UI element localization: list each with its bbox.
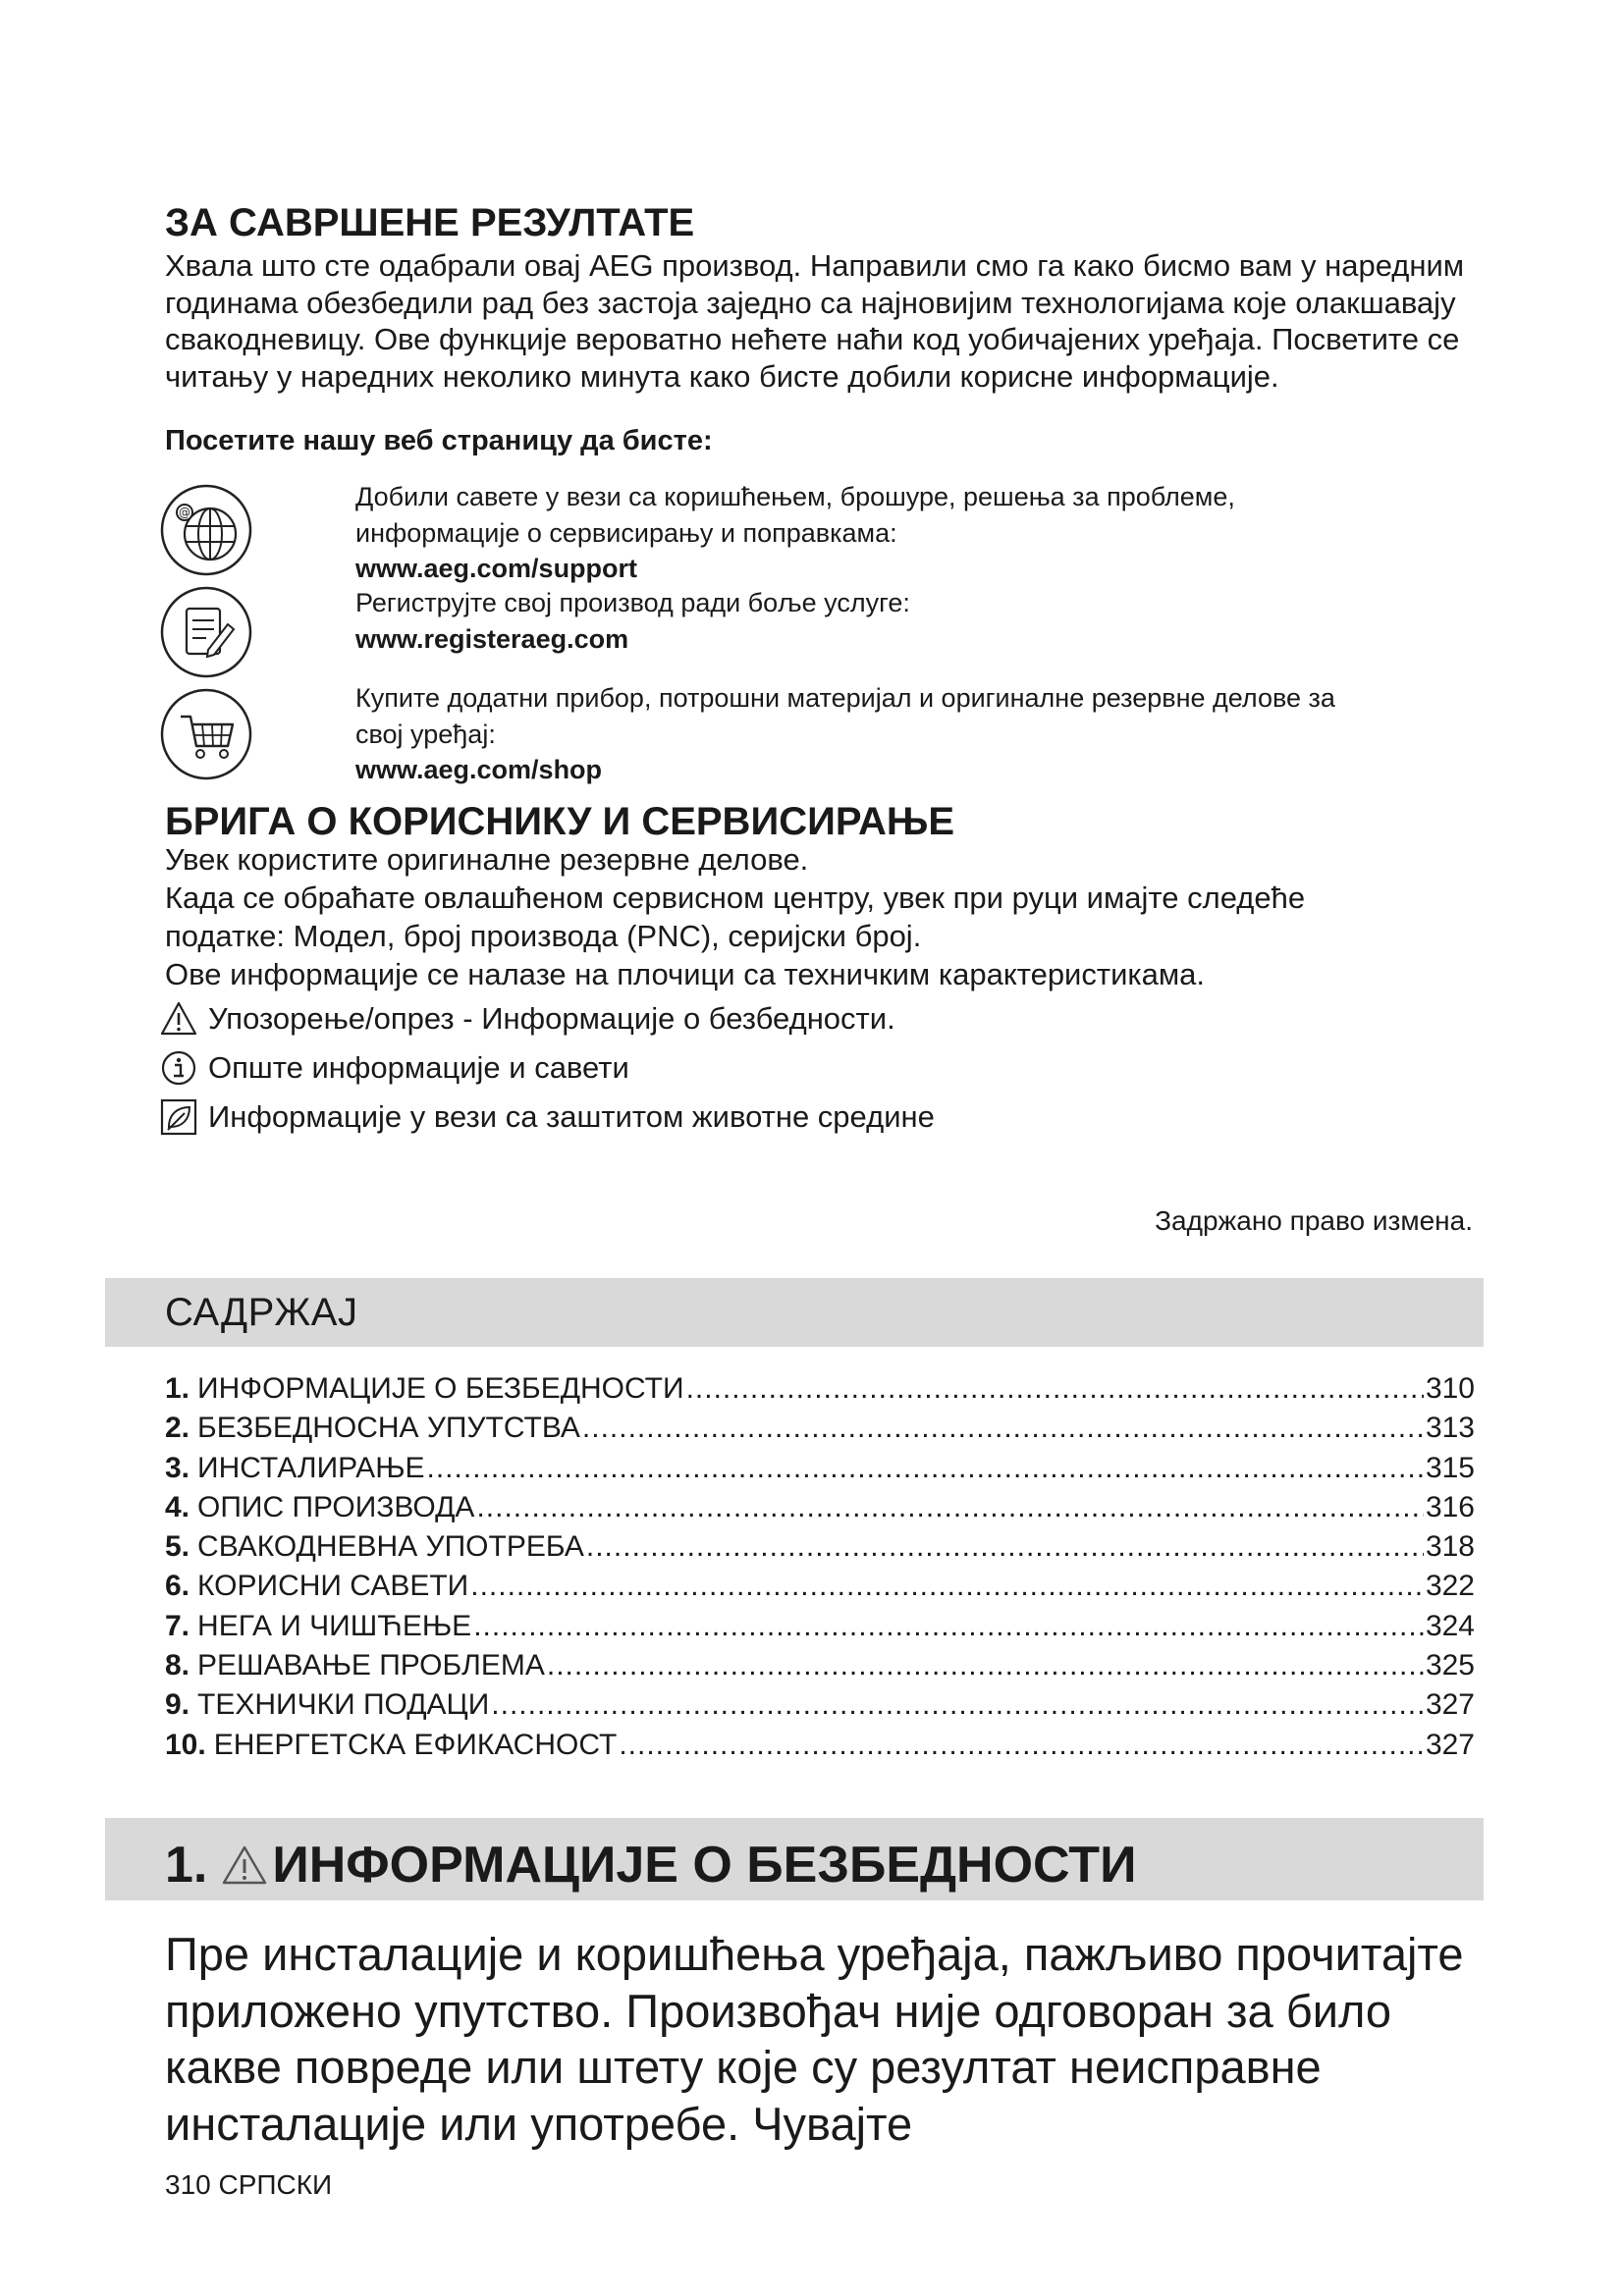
legend-info <box>159 1048 629 1088</box>
web-item-shop <box>355 680 1475 788</box>
register-link[interactable]: www.registeraeg.com <box>355 623 629 654</box>
page-footer: 310 СРПСКИ <box>165 2169 333 2200</box>
toc-item-label: ИНСТАЛИРАЊЕ <box>197 1451 425 1484</box>
legend-text: Упозорење/опрез - Информације о безбедности. <box>208 1001 895 1036</box>
section-number: 1. <box>165 1837 208 1894</box>
toc-item-label: БЕЗБЕДНОСНА УПУТСТВА <box>197 1412 580 1445</box>
toc-item-page: 325 <box>1425 1649 1475 1682</box>
toc-item-label: РЕШАВАЊЕ ПРОБЛЕМА <box>197 1649 545 1682</box>
toc-item-label: ЕНЕРГЕТСКА ЕФИКАСНОСТ <box>213 1728 618 1761</box>
toc-item-page: 313 <box>1425 1412 1475 1445</box>
rights-reserved-note: Задржано право измена. <box>1155 1205 1473 1236</box>
toc-item[interactable] <box>165 1726 1475 1765</box>
care-line: податке: Модел, број производа (PNC), серијски број. <box>165 919 922 953</box>
customer-care-title: БРИГА О КОРИСНИКУ И СЕРВИСИРАЊЕ <box>165 800 955 843</box>
table-of-contents <box>165 1369 1475 1765</box>
support-link[interactable]: www.aeg.com/support <box>355 554 638 583</box>
intro-paragraph: Хвала што сте одабрали овај AEG производ. Направили смо га како бисмо вам у наредним годинама обезбедили рад без застоја заједно са најновијим технологијама које олакшавају свакодневицу. Ове функције вероватно нећете наћи код уобичајених уређаја. Посветите се читању у наредних неколико минута како бисте добили корисне информације. <box>165 248 1465 394</box>
toc-leader-dots <box>582 1409 1424 1448</box>
warning-icon <box>221 1843 268 1887</box>
care-line: Ове информације се налазе на плочици са техничким карактеристикама. <box>165 957 1206 991</box>
toc-leader-dots <box>427 1449 1424 1488</box>
toc-item-page: 310 <box>1425 1372 1475 1405</box>
toc-item-page: 318 <box>1425 1530 1475 1564</box>
toc-item-page: 327 <box>1425 1728 1475 1761</box>
perfect-results-title: ЗА САВРШЕНЕ РЕЗУЛТАТЕ <box>165 201 695 244</box>
toc-title: САДРЖАЈ <box>165 1291 358 1334</box>
toc-item[interactable] <box>165 1685 1475 1725</box>
web-item-text: свој уређај: <box>355 719 496 749</box>
toc-item-number: 9. <box>165 1688 190 1722</box>
web-item-text: информације о сервисирању и поправкама: <box>355 517 897 548</box>
toc-leader-dots <box>470 1567 1424 1606</box>
toc-leader-dots <box>476 1488 1423 1527</box>
toc-item[interactable] <box>165 1409 1475 1448</box>
toc-item-page: 316 <box>1425 1490 1475 1523</box>
section-1-title <box>165 1834 1136 1896</box>
web-item-text: Добили савете у вези са коришћењем, брошуре, решења за проблеме, <box>355 482 1235 511</box>
toc-leader-dots <box>586 1527 1424 1567</box>
toc-item[interactable] <box>165 1449 1475 1488</box>
toc-item-number: 8. <box>165 1649 190 1682</box>
toc-item[interactable] <box>165 1567 1475 1606</box>
toc-item-number: 7. <box>165 1609 190 1642</box>
toc-leader-dots <box>547 1646 1424 1685</box>
toc-item-page: 322 <box>1425 1570 1475 1603</box>
toc-item[interactable] <box>165 1527 1475 1567</box>
web-item-text: Региструјте свој производ ради боље услуге: <box>355 588 910 617</box>
legend-text: Опште информације и савети <box>208 1050 629 1085</box>
svg-text:@: @ <box>179 506 190 519</box>
toc-item-label: КОРИСНИ САВЕТИ <box>197 1570 469 1603</box>
register-icon <box>159 585 253 679</box>
toc-leader-dots <box>619 1726 1424 1765</box>
toc-item[interactable] <box>165 1607 1475 1646</box>
toc-item-page: 315 <box>1425 1451 1475 1484</box>
toc-leader-dots <box>686 1369 1424 1409</box>
web-item-register <box>355 585 1475 657</box>
toc-item-number: 6. <box>165 1570 190 1603</box>
toc-item-number: 1. <box>165 1372 190 1405</box>
globe-icon <box>159 483 253 577</box>
info-icon <box>159 1048 198 1088</box>
visit-label: Посетите нашу веб страницу да бисте: <box>165 425 713 456</box>
cart-icon <box>159 687 253 781</box>
toc-item-page: 324 <box>1425 1609 1475 1642</box>
leaf-icon <box>159 1097 198 1137</box>
toc-item-label: ТЕХНИЧКИ ПОДАЦИ <box>197 1688 490 1722</box>
toc-item-number: 10. <box>165 1728 206 1761</box>
toc-item-number: 3. <box>165 1451 190 1484</box>
toc-item-label: ОПИС ПРОИЗВОДА <box>197 1490 475 1523</box>
legend-environment <box>159 1097 935 1137</box>
toc-item-label: ИНФОРМАЦИЈЕ О БЕЗБЕДНОСТИ <box>197 1372 684 1405</box>
toc-item[interactable] <box>165 1646 1475 1685</box>
legend-text: Информације у вези са заштитом животне средине <box>208 1099 935 1134</box>
toc-item-number: 2. <box>165 1412 190 1445</box>
toc-item[interactable] <box>165 1369 1475 1409</box>
toc-item[interactable] <box>165 1488 1475 1527</box>
toc-item-label: НЕГА И ЧИШЋЕЊЕ <box>197 1609 472 1642</box>
legend-warning <box>159 999 895 1039</box>
web-item-support <box>355 479 1475 587</box>
safety-intro-paragraph: Пре инсталације и коришћења уређаја, пажљиво прочитајте приложено упутство. Произвођач није одговоран за било какве повреде или штету које су резултат неисправне инсталације или употребе. Чувајте <box>165 1928 1464 2150</box>
toc-leader-dots <box>473 1607 1424 1646</box>
toc-item-number: 5. <box>165 1530 190 1564</box>
care-line: Када се обраћате овлашћеном сервисном центру, увек при руци имајте следеће <box>165 881 1306 915</box>
shop-link[interactable]: www.aeg.com/shop <box>355 755 603 784</box>
web-item-text: Купите додатни прибор, потрошни материјал и оригиналне резервне делове за <box>355 683 1335 713</box>
toc-item-page: 327 <box>1425 1688 1475 1722</box>
toc-item-label: СВАКОДНЕВНА УПОТРЕБА <box>197 1530 584 1564</box>
section-title-text: ИНФОРМАЦИЈЕ О БЕЗБЕДНОСТИ <box>272 1837 1137 1894</box>
toc-leader-dots <box>491 1685 1424 1725</box>
customer-care-text <box>165 840 1471 993</box>
warning-icon <box>159 999 198 1039</box>
care-line: Увек користите оригиналне резервне делове. <box>165 842 809 877</box>
toc-item-number: 4. <box>165 1490 190 1523</box>
